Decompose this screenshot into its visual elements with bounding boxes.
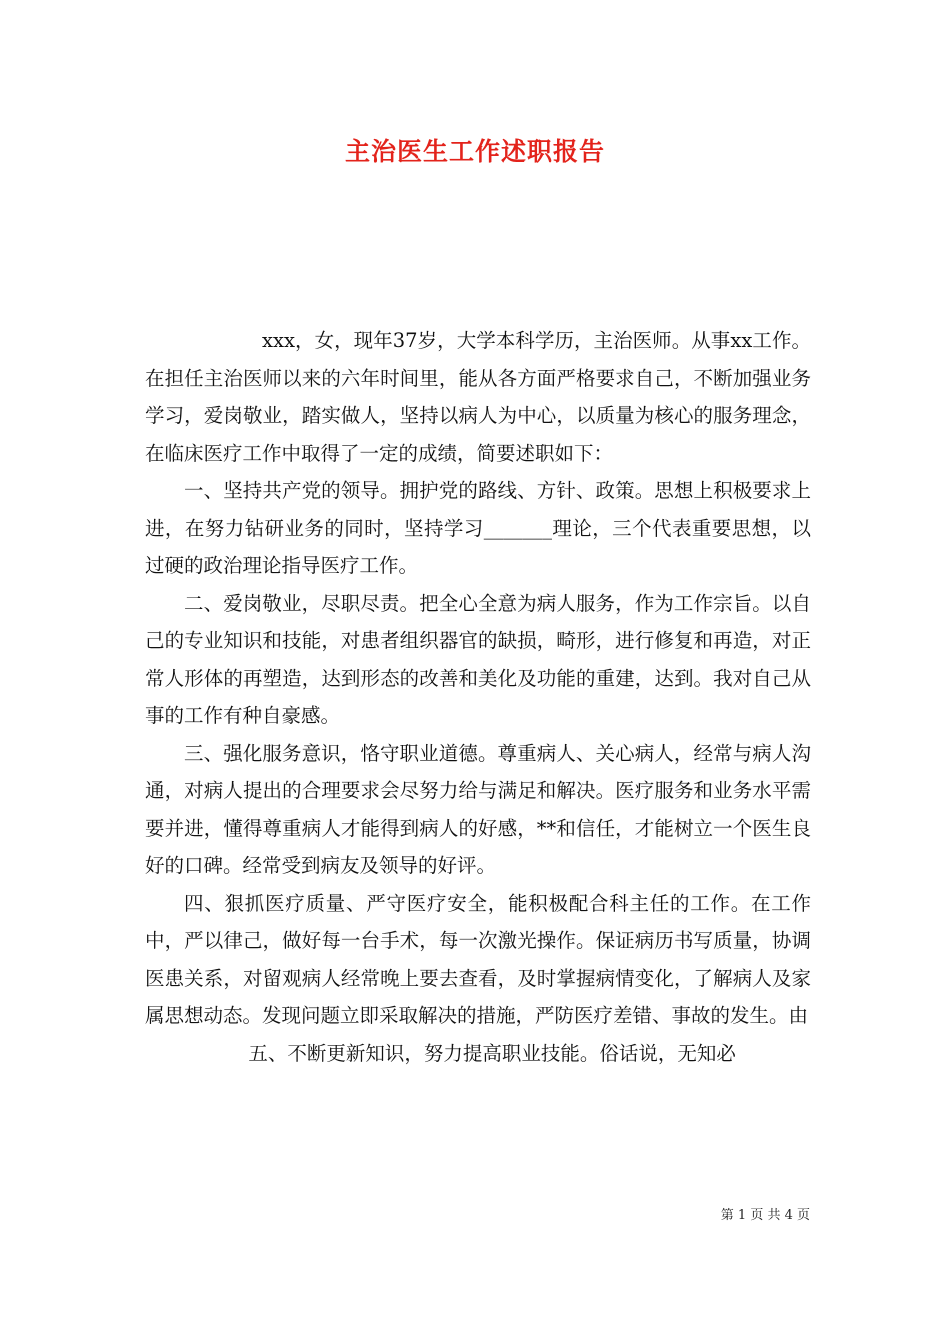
paragraph-section-2: 二、爱岗敬业，尽职尽责。把全心全意为病人服务，作为工作宗旨。以自己的专业知识和技能，对患者组织器官的缺损，畸形，进行修复和再造，对正常人形体的再塑造，达到形态的改善和美化及功能的重建，达到。我对自己从事的工作有种自豪感。 xyxy=(145,591,811,727)
paragraph-section-4: 四、狠抓医疗质量、严守医疗安全，能积极配合科主任的工作。在工作中，严以律己，做好每一台手术，每一次激光操作。保证病历书写质量，协调医患关系，对留观病人经常晚上要去查看，及时掌握病情变化，了解病人及家属思想动态。发现问题立即采取解决的措施，严防医疗差错、事故的发生。由 xyxy=(145,891,811,1027)
paragraph-section-1: 一、坚持共产党的领导。拥护党的路线、方针、政策。思想上积极要求上进，在努力钻研业务的同时，坚持学习_______理论，三个代表重要思想，以过硬的政治理论指导医疗工作。 xyxy=(145,479,811,577)
paragraph-section-5: 五、不断更新知识，努力提高职业技能。俗话说，无知必 xyxy=(248,1041,736,1065)
page-number-footer: 第 1 页 共 4 页 xyxy=(720,1208,810,1223)
paragraph-intro: xxx，女，现年37岁，大学本科学历，主治医师。从事xx工作。在担任主治医师以来的六年时间里，能从各方面严格要求自己，不断加强业务学习，爱岗敬业，踏实做人，坚持以病人为中心，以质量为核心的服务理念，在临床医疗工作中取得了一定的成绩，简要述职如下： xyxy=(145,329,811,465)
document-body xyxy=(145,322,811,1072)
paragraph-section-3: 三、强化服务意识，恪守职业道德。尊重病人、关心病人，经常与病人沟通，对病人提出的合理要求会尽努力给与满足和解决。医疗服务和业务水平需要并进，懂得尊重病人才能得到病人的好感，**和信任，才能树立一个医生良好的口碑。经常受到病友及领导的好评。 xyxy=(145,741,811,877)
page-title: 主治医生工作述职报告 xyxy=(344,137,605,166)
